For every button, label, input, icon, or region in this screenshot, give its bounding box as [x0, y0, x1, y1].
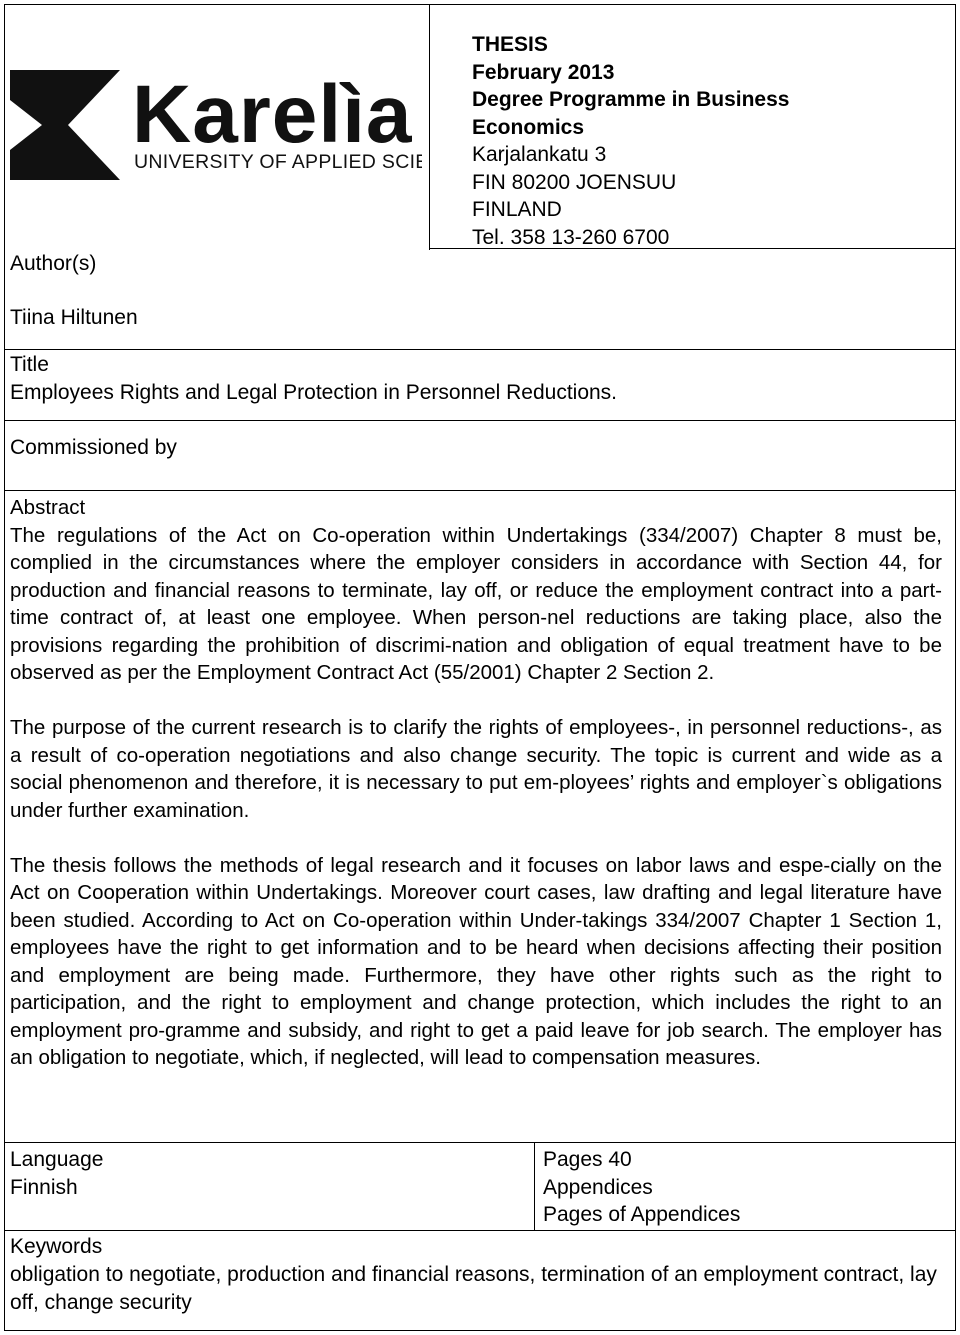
- pages-count: Pages 40: [543, 1148, 632, 1171]
- commissioned-top-border: [4, 420, 956, 421]
- author-name: Tiina Hiltunen: [10, 306, 138, 329]
- thesis-date: February 2013: [472, 60, 615, 84]
- title-label: Title: [10, 353, 49, 376]
- karelia-logo-mark-icon: [10, 70, 422, 182]
- pages-of-appendices-label: Pages of Appendices: [543, 1203, 741, 1226]
- address-line2: FIN 80200 JOENSUU: [472, 170, 677, 194]
- header-info: [472, 31, 789, 251]
- abstract-paragraph-2: The purpose of the current research is to clarify the rights of employees-, in personnel reductions-, as a result of co-operation negotiations and also change security. The topic is current and wide as a social phenomenon and therefore, it is necessary to put em-ployees’ rights and employer`s obligations under further examination.: [10, 716, 942, 822]
- doc-type: THESIS: [472, 33, 548, 56]
- language-top-border: [4, 1142, 956, 1143]
- phone-number: Tel. 358 13-260 6700: [472, 225, 670, 249]
- degree-programme-line2: Economics: [472, 115, 585, 139]
- header-divider-vertical: [429, 4, 430, 250]
- address-line1: Karjalankatu 3: [472, 143, 607, 166]
- abstract-label: Abstract: [10, 496, 86, 519]
- language-value: Finnish: [10, 1176, 78, 1199]
- keywords-top-border: [4, 1230, 956, 1231]
- svg-text:Karelìa: Karelìa: [132, 70, 413, 160]
- address-line3: FINLAND: [472, 198, 562, 221]
- title-top-border: [4, 349, 956, 350]
- language-pages-divider: [534, 1142, 535, 1231]
- keywords-value: obligation to negotiate, production and financial reasons, termination of an employment contract, lay off, change security: [10, 1263, 937, 1314]
- abstract-section: [10, 494, 942, 1072]
- abstract-paragraph-1: The regulations of the Act on Co-operation within Undertakings (334/2007) Chapter 8 must be, complied in the circumstances where the employer considers in accordance with Section 44, for production and financial reasons to terminate, lay off, or reduce the employment contract into a part-time contract of, at least one employee. When person-nel reductions are taking place, also the provisions regarding the prohibition of discrimi-nation and obligation of equal treatment have to be observed as per the Employment Contract Act (55/2001) Chapter 2 Section 2.: [10, 523, 942, 684]
- keywords-label: Keywords: [10, 1235, 103, 1258]
- title-value: Employees Rights and Legal Protection in Personnel Reductions.: [10, 381, 618, 404]
- commissioned-label: Commissioned by: [10, 436, 177, 459]
- author-label: Author(s): [10, 252, 97, 275]
- abstract-top-border: [4, 490, 956, 491]
- language-label: Language: [10, 1148, 104, 1171]
- appendices-label: Appendices: [543, 1176, 653, 1199]
- svg-text:UNIVERSITY OF APPLIED SCIENCES: UNIVERSITY OF APPLIED SCI: [134, 151, 416, 173]
- abstract-paragraph-3: The thesis follows the methods of legal research and it focuses on labor laws and espe-cially on the Act on Cooperation within Undertakings. Moreover court cases, law drafting and legal literature have been studied. According to Act on Co-operation within Under-takings 334/2007 Chapter 1 Section 1, employees have the right to get information and to be heard when decisions affecting their position and employment are being made. Furthermore, they have other rights such as the right to participation, and the right to employment and change protection, which includes the right to an employment pro-gramme and subsidy, and right to get a paid leave for job search. The employer has an obligation to negotiate, which, if neglected, will lead to compensation measures.: [10, 853, 942, 1069]
- karelia-logo: [10, 70, 422, 187]
- degree-programme-line1: Degree Programme in Business: [472, 88, 790, 111]
